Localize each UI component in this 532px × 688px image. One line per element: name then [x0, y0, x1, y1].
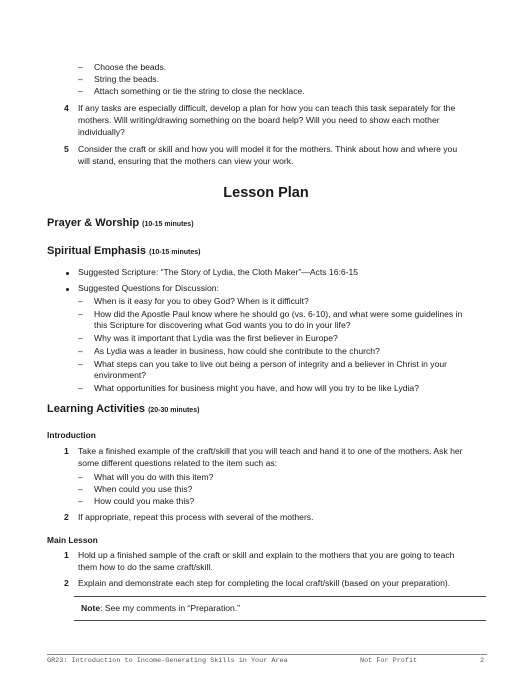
paragraph-line: them how to do the same craft/skill. — [78, 562, 213, 572]
list-item: Attach something or tie the string to close the necklace. — [94, 86, 305, 96]
section-title: Spiritual Emphasis — [47, 245, 147, 257]
note-divider-top — [74, 596, 486, 597]
questions-label: Suggested Questions for Discussion: — [78, 283, 219, 293]
list-item: What opportunities for business might you have, and how will you try to be like Lydia? — [94, 383, 419, 393]
paragraph-line: Consider the craft or skill and how you will model it for the mothers. Think about how and where you — [78, 144, 458, 154]
list-number: 5 — [64, 144, 69, 154]
paragraph-line: If any tasks are especially difficult, develop a plan for how you can teach this task separately for the — [78, 103, 456, 113]
page-number: 2 — [480, 657, 485, 665]
paragraph-line: Take a finished example of the craft/skill that you will teach and hand it to one of the mothers. Ask her — [78, 446, 463, 456]
list-number: 1 — [64, 550, 69, 560]
paragraph-line: will stand, ensuring that the mothers can view your work. — [78, 156, 294, 166]
note-text — [81, 603, 240, 615]
dash-marker: – — [78, 62, 83, 72]
list-item: What will you do with this item? — [94, 472, 214, 482]
section-heading-learning — [47, 403, 199, 415]
dash-marker: – — [78, 496, 83, 506]
list-item: Choose the beads. — [94, 62, 167, 72]
footer-divider — [47, 654, 487, 655]
list-item: When is it easy for you to obey God? When is it difficult? — [94, 296, 309, 306]
list-number: 2 — [64, 578, 69, 588]
note-divider-bottom — [74, 620, 486, 621]
dash-marker: – — [78, 383, 83, 393]
bullet-marker — [66, 288, 69, 291]
note-body: : See my comments in “Preparation.” — [100, 603, 241, 613]
list-item: When could you use this? — [94, 484, 193, 494]
list-item: String the beads. — [94, 74, 159, 84]
section-title: Learning Activities — [47, 403, 146, 415]
subheading-main-lesson: Main Lesson — [47, 535, 98, 545]
section-time: (10-15 minutes) — [149, 249, 201, 256]
section-heading-prayer — [47, 217, 194, 229]
list-number: 4 — [64, 103, 69, 113]
list-item: How could you make this? — [94, 496, 195, 506]
list-item: How did the Apostle Paul know where he should go (vs. 6-10), and what were some guidelines in — [94, 309, 463, 319]
list-number: 1 — [64, 446, 69, 456]
list-item: this Scripture for discovering what God wants you to do in your life? — [94, 320, 351, 330]
dash-marker: – — [78, 359, 83, 369]
subheading-introduction: Introduction — [47, 430, 96, 440]
dash-marker: – — [78, 472, 83, 482]
dash-marker: – — [78, 296, 83, 306]
paragraph-line: mothers. Will writing/drawing something on the board help? Will you need to show each mother — [78, 115, 440, 125]
dash-marker: – — [78, 309, 83, 319]
dash-marker: – — [78, 333, 83, 343]
dash-marker: – — [78, 74, 83, 84]
paragraph-line: some different questions related to the item such as: — [78, 458, 278, 468]
section-time: (20-30 minutes) — [148, 407, 200, 414]
dash-marker: – — [78, 86, 83, 96]
page-title: Lesson Plan — [223, 185, 309, 201]
dash-marker: – — [78, 346, 83, 356]
note-label: Note — [81, 603, 101, 613]
dash-marker: – — [78, 484, 83, 494]
footer-course: GR23: Introduction to Income-Generating Skills in Your Area — [47, 657, 288, 665]
footer-notice: Not For Profit — [360, 657, 418, 665]
section-time: (10-15 minutes) — [142, 221, 194, 228]
paragraph-line: Explain and demonstrate each step for completing the local craft/skill (based on your preparation). — [78, 578, 451, 588]
paragraph-line: If appropriate, repeat this process with several of the mothers. — [78, 512, 314, 522]
scripture-line: Suggested Scripture: “The Story of Lydia, the Cloth Maker”—Acts 16:6-15 — [78, 267, 359, 277]
bullet-marker — [66, 272, 69, 275]
paragraph-line: individually? — [78, 127, 125, 137]
list-item: What steps can you take to live out being a person of integrity and a believer in Christ in your — [94, 359, 448, 369]
section-heading-spiritual — [47, 245, 200, 257]
list-item: As Lydia was a leader in business, how could she contribute to the church? — [94, 346, 380, 356]
paragraph-line: Hold up a finished sample of the craft or skill and explain to the mothers that you are going to teach — [78, 550, 455, 560]
list-item: environment? — [94, 370, 147, 380]
list-number: 2 — [64, 512, 69, 522]
list-item: Why was it important that Lydia was the first believer in Europe? — [94, 333, 338, 343]
section-title: Prayer & Worship — [47, 217, 140, 229]
